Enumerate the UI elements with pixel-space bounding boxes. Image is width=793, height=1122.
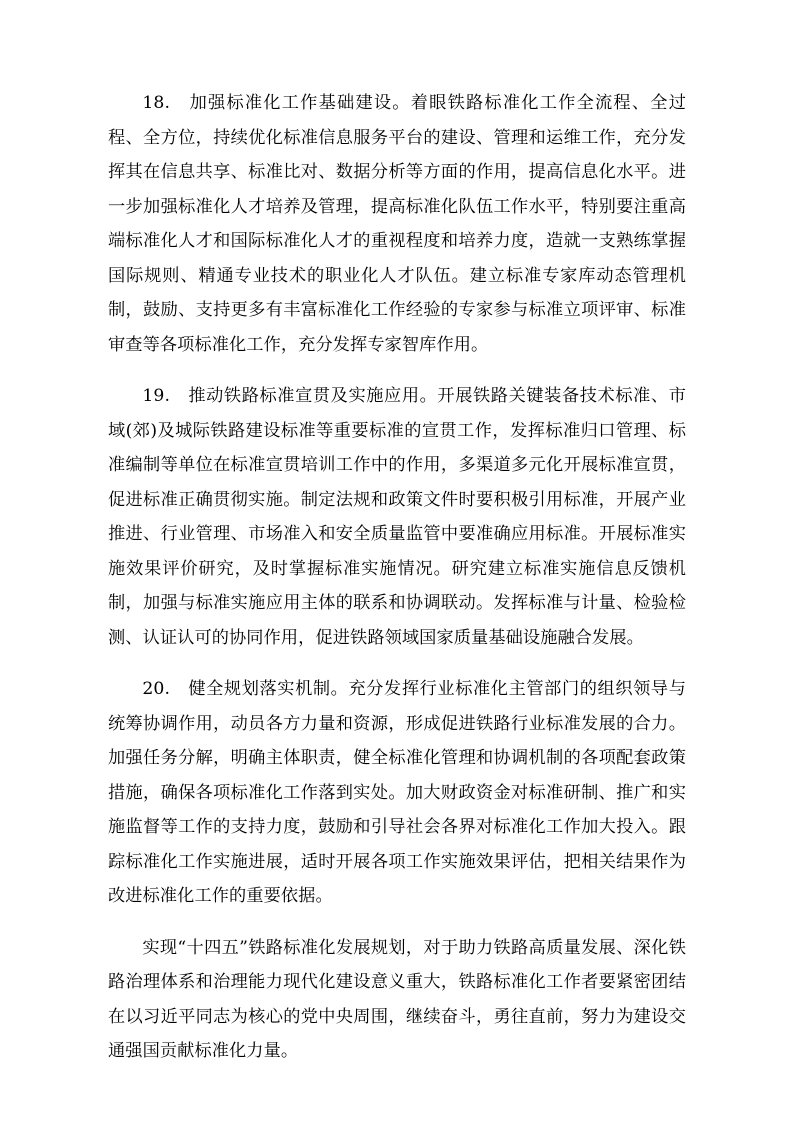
paragraph-18: 18. 加强标准化工作基础建设。着眼铁路标准化工作全流程、全过程、全方位，持续优化标准信息服务平台的建设、管理和运维工作，充分发挥其在信息共享、标准比对、数据分析等方面的作用，提高信息化水平。进一步加强标准化人才培养及管理，提高标准化队伍工作水平，特别要注重高端标准化人才和国际标准化人才的重视程度和培养力度，造就一支熟练掌握国际规则、精通专业技术的职业化人才队伍。建立标准专家库动态管理机制，鼓励、支持更多有丰富标准化工作经验的专家参与标准立项评审、标准审查等各项标准化工作，充分发挥专家智库作用。 (108, 93, 686, 355)
paragraph-closing: 实现“十四五”铁路标准化发展规划，对于助力铁路高质量发展、深化铁路治理体系和治理能力现代化建设意义重大，铁路标准化工作者要紧密团结在以习近平同志为核心的党中央周围，继续奋斗，勇往直前，努力为建设交通强国贡献标准化力量。 (108, 937, 686, 1061)
paragraph-20: 20. 健全规划落实机制。充分发挥行业标准化主管部门的组织领导与统筹协调作用，动员各方力量和资源，形成促进铁路行业标准发展的合力。加强任务分解，明确主体职责，健全标准化管理和协调机制的各项配套政策措施，确保各项标准化工作落到实处。加大财政资金对标准研制、推广和实施监督等工作的支持力度，鼓励和引导社会各界对标准化工作加大投入。跟踪标准化工作实施进展，适时开展各项工作实施效果评估，把相关结果作为改进标准化工作的重要依据。 (108, 679, 686, 906)
document-body (108, 86, 686, 1069)
paragraph-19: 19. 推动铁路标准宣贯及实施应用。开展铁路关键装备技术标准、市域(郊)及城际铁路建设标准等重要标准的宣贯工作，发挥标准归口管理、标准编制等单位在标准宣贯培训工作中的作用，多渠道多元化开展标准宣贯，促进标准正确贯彻实施。制定法规和政策文件时要积极引用标准，开展产业推进、行业管理、市场准入和安全质量监管中要准确应用标准。开展标准实施效果评价研究，及时掌握标准实施情况。研究建立标准实施信息反馈机制，加强与标准实施应用主体的联系和协调联动。发挥标准与计量、检验检测、认证认可的协同作用，促进铁路领域国家质量基础设施融合发展。 (108, 386, 686, 648)
